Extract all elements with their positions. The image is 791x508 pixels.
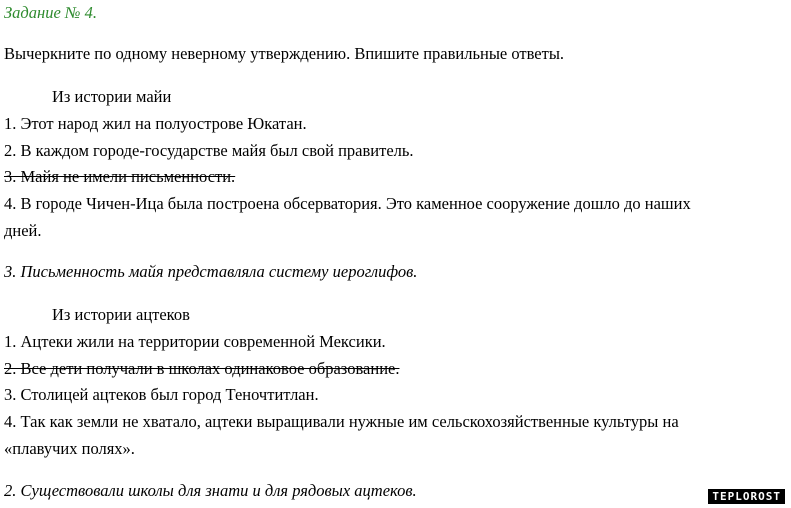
- aztec-statement-2-struck: 2. Все дети получали в школах одинаковое образование.: [4, 359, 400, 378]
- maya-answer: 3. Письменность майя представляла систему иероглифов.: [4, 262, 418, 281]
- maya-statement-4: 4. В городе Чичен-Ица была построена обсерватория. Это каменное сооружение дошло до наших: [4, 194, 691, 213]
- aztec-answer: 2. Существовали школы для знати и для рядовых ацтеков.: [4, 481, 417, 500]
- maya-statement-1: 1. Этот народ жил на полуострове Юкатан.: [4, 114, 307, 133]
- aztec-statement-3: 3. Столицей ацтеков был город Теночтитлан.: [4, 385, 319, 404]
- instruction-text: Вычеркните по одному неверному утверждению. Впишите правильные ответы.: [4, 44, 565, 63]
- maya-statement-2: 2. В каждом городе-государстве майя был свой правитель.: [4, 141, 414, 160]
- section-heading-maya: Из истории майи: [52, 87, 172, 106]
- maya-statement-4-continued: дней.: [4, 221, 42, 240]
- watermark-logo: TEPLOROST: [708, 489, 785, 504]
- section-heading-aztecs: Из истории ацтеков: [52, 305, 190, 324]
- task-title: Задание № 4.: [4, 3, 97, 22]
- aztec-statement-4: 4. Так как земли не хватало, ацтеки выращивали нужные им сельскохозяйственные культуры на: [4, 412, 679, 431]
- aztec-statement-4-continued: «плавучих полях».: [4, 439, 135, 458]
- aztec-statement-1: 1. Ацтеки жили на территории современной Мексики.: [4, 332, 386, 351]
- maya-statement-3-struck: 3. Майя не имели письменности.: [4, 167, 236, 186]
